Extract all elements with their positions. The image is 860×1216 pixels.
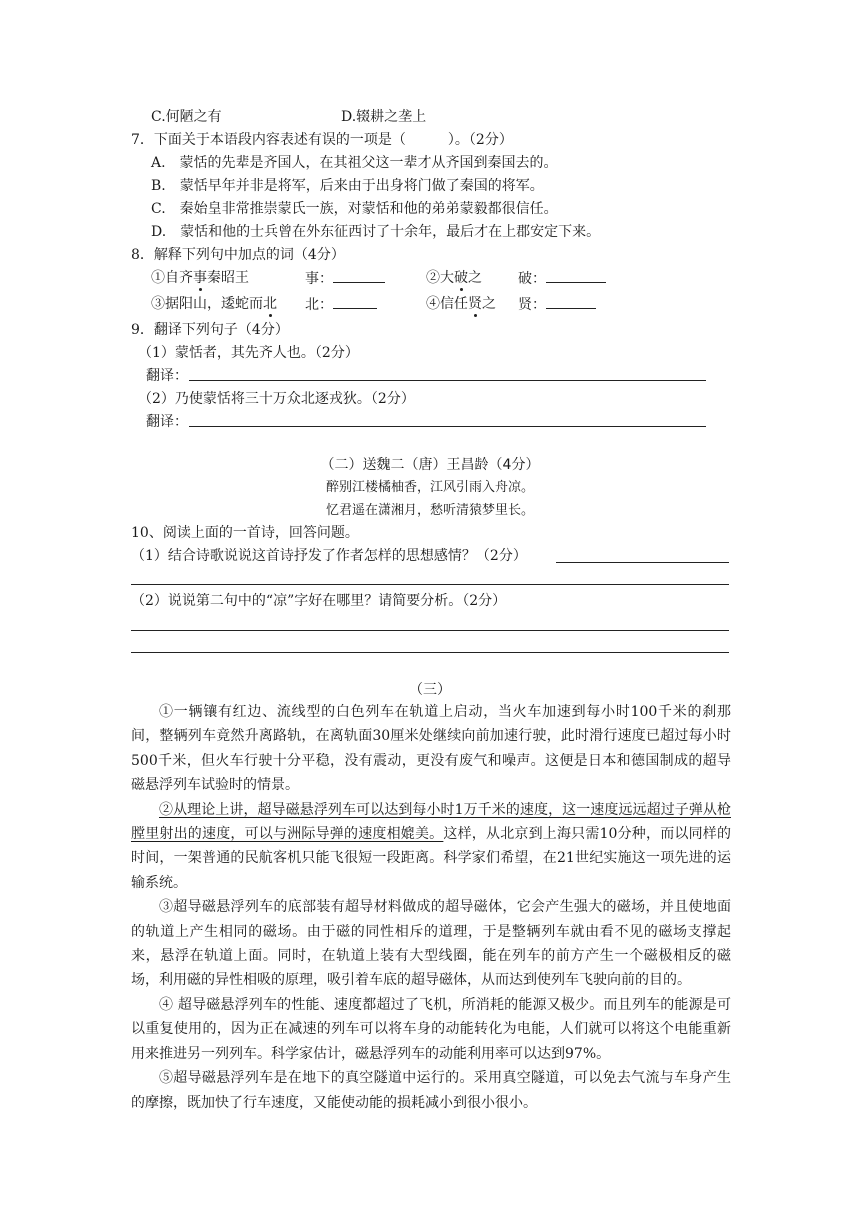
q8-answer-1: 事： [305,268,385,289]
underlined-sentence: ②从理论上讲，超导磁悬浮列车可以达到每小时1万千米的速度，这一速度远远超过子弹从枪膛里射出的速度，可以与洲际导弹的速度相媲美。 [131,801,731,843]
q8-item-2: ②大破之 [426,270,482,286]
answer-line[interactable] [131,652,729,653]
dotted-word: 贤 [468,296,482,312]
q10-sub-2: （2）说说第二句中的“凉”字好在哪里？请简要分析。（2分） [131,593,507,609]
q8-item-4: ④信任贤之 [426,296,496,312]
q9-sentence-1: （1）蒙恬者，其先齐人也。（2分） [138,345,359,361]
option-c: C.何陋之有 [151,109,222,125]
answer-blank[interactable] [333,294,377,309]
q9-translate-label-2: 翻译： [146,414,188,430]
q7-option-b: B. 蒙恬早年并非是将军，后来由于出身将门做了秦国的将军。 [151,178,544,194]
q9-sentence-2: （2）乃使蒙恬将三十万众北逐戎狄。（2分） [138,391,415,407]
q10-stem: 10、阅读上面的一首诗，回答问题。 [131,525,359,541]
section-heading: （三） [409,682,451,698]
dotted-word: 事 [193,270,207,286]
paragraph-3: ③超导磁悬浮列车的底部装有超导材料做成的超导磁体，它会产生强大的磁场，并且使地面的轨道上产生相同的磁场。由于磁的同性相斥的道理，于是整辆列车就由看不见的磁场支撑起来，悬浮在轨道上面。同时，在轨道上装有大型线圈，能在列车的前方产生一个磁极相反的磁场，利用磁的异性相吸的原理，吸引着车底的超导磁体，从而达到使列车飞驶向前的目的。 [131,899,731,989]
answer-line[interactable] [131,630,729,631]
q8-answer-2: 破： [518,268,606,289]
poem-line-1: 醉别江楼橘柚香，江风引雨入舟凉。 [325,480,534,495]
paragraph-1: ①一辆镶有红边、流线型的白色列车在轨道上启动，当火车加速到每小时100千米的刹那间，整辆列车竟然升离路轨，在离轨面30厘米处继续向前加速行驶，此时滑行速度已超过每小时500千米，但火车行驶十分平稳，没有震动，更没有废气和噪声。这便是日本和德国制成的超导磁悬浮列车试验时的情景。 [131,704,731,794]
q7-option-c: C. 秦始皇非常推崇蒙氏一族，对蒙恬和他的弟弟蒙毅都很信任。 [151,201,558,217]
q8-answer-4: 贤： [518,294,596,315]
dotted-word: 北 [263,296,277,312]
q9-translate-label-1: 翻译： [146,368,188,384]
q8-item-3: ③据阳山，逶蛇而北 [151,296,277,312]
answer-blank[interactable] [546,268,606,283]
answer-line[interactable] [556,562,729,563]
q7-option-d: D. 蒙恬和他的士兵曾在外东征西讨了十余年，最后才在上郡安定下来。 [151,224,601,240]
answer-line[interactable] [189,380,706,381]
dotted-word: 破 [454,270,468,286]
answer-blank[interactable] [333,268,385,283]
paragraph-5: ⑤超导磁悬浮列车是在地下的真空隧道中运行的。采用真空隧道，可以免去气流与车身产生的摩擦，既加快了行车速度，又能使动能的损耗减小到很小很小。 [131,1070,731,1111]
q7-stem: 7．下面关于本语段内容表述有误的一项是（ ）。（2分） [131,132,513,148]
answer-line[interactable] [131,584,729,585]
q10-sub-1: （1）结合诗歌说说这首诗抒发了作者怎样的思想感情？（2分） [131,548,527,564]
q7-option-a: A. 蒙恬的先辈是齐国人，在其祖父这一辈才从齐国到秦国去的。 [151,155,558,171]
option-d: D.辍耕之垄上 [341,109,427,125]
poem-title: （二）送魏二（唐）王昌龄（4分） [320,457,540,473]
q8-answer-3: 北： [305,294,377,315]
q8-item-1: ①自齐事秦昭王 [151,270,249,286]
q9-stem: 9．翻译下列句子（4分） [131,322,289,338]
answer-blank[interactable] [546,294,596,309]
paragraph-4: ④ 超导磁悬浮列车的性能、速度都超过了飞机，所消耗的能源又极少。而且列车的能源是可以重复使用的，因为正在减速的列车可以将车身的动能转化为电能，人们就可以将这个电能重新用来推进另一列列车。科学家估计，磁悬浮列车的动能利用率可以达到97%。 [131,996,731,1062]
q8-stem: 8．解释下列句中加点的词（4分） [131,247,345,263]
answer-line[interactable] [189,426,706,427]
passage [131,700,731,1115]
poem-line-2: 忆君遥在潇湘月，愁听清猿梦里长。 [325,503,534,518]
paragraph-2: ②从理论上讲，超导磁悬浮列车可以达到每小时1万千米的速度，这一速度远远超过子弹从枪膛里射出的速度，可以与洲际导弹的速度相媲美。这样，从北京到上海只需10分种，而以同样的时间，一架普通的民航客机只能飞很短一段距离。科学家们希望，在21世纪实施这一项先进的运输系统。 [131,801,731,891]
